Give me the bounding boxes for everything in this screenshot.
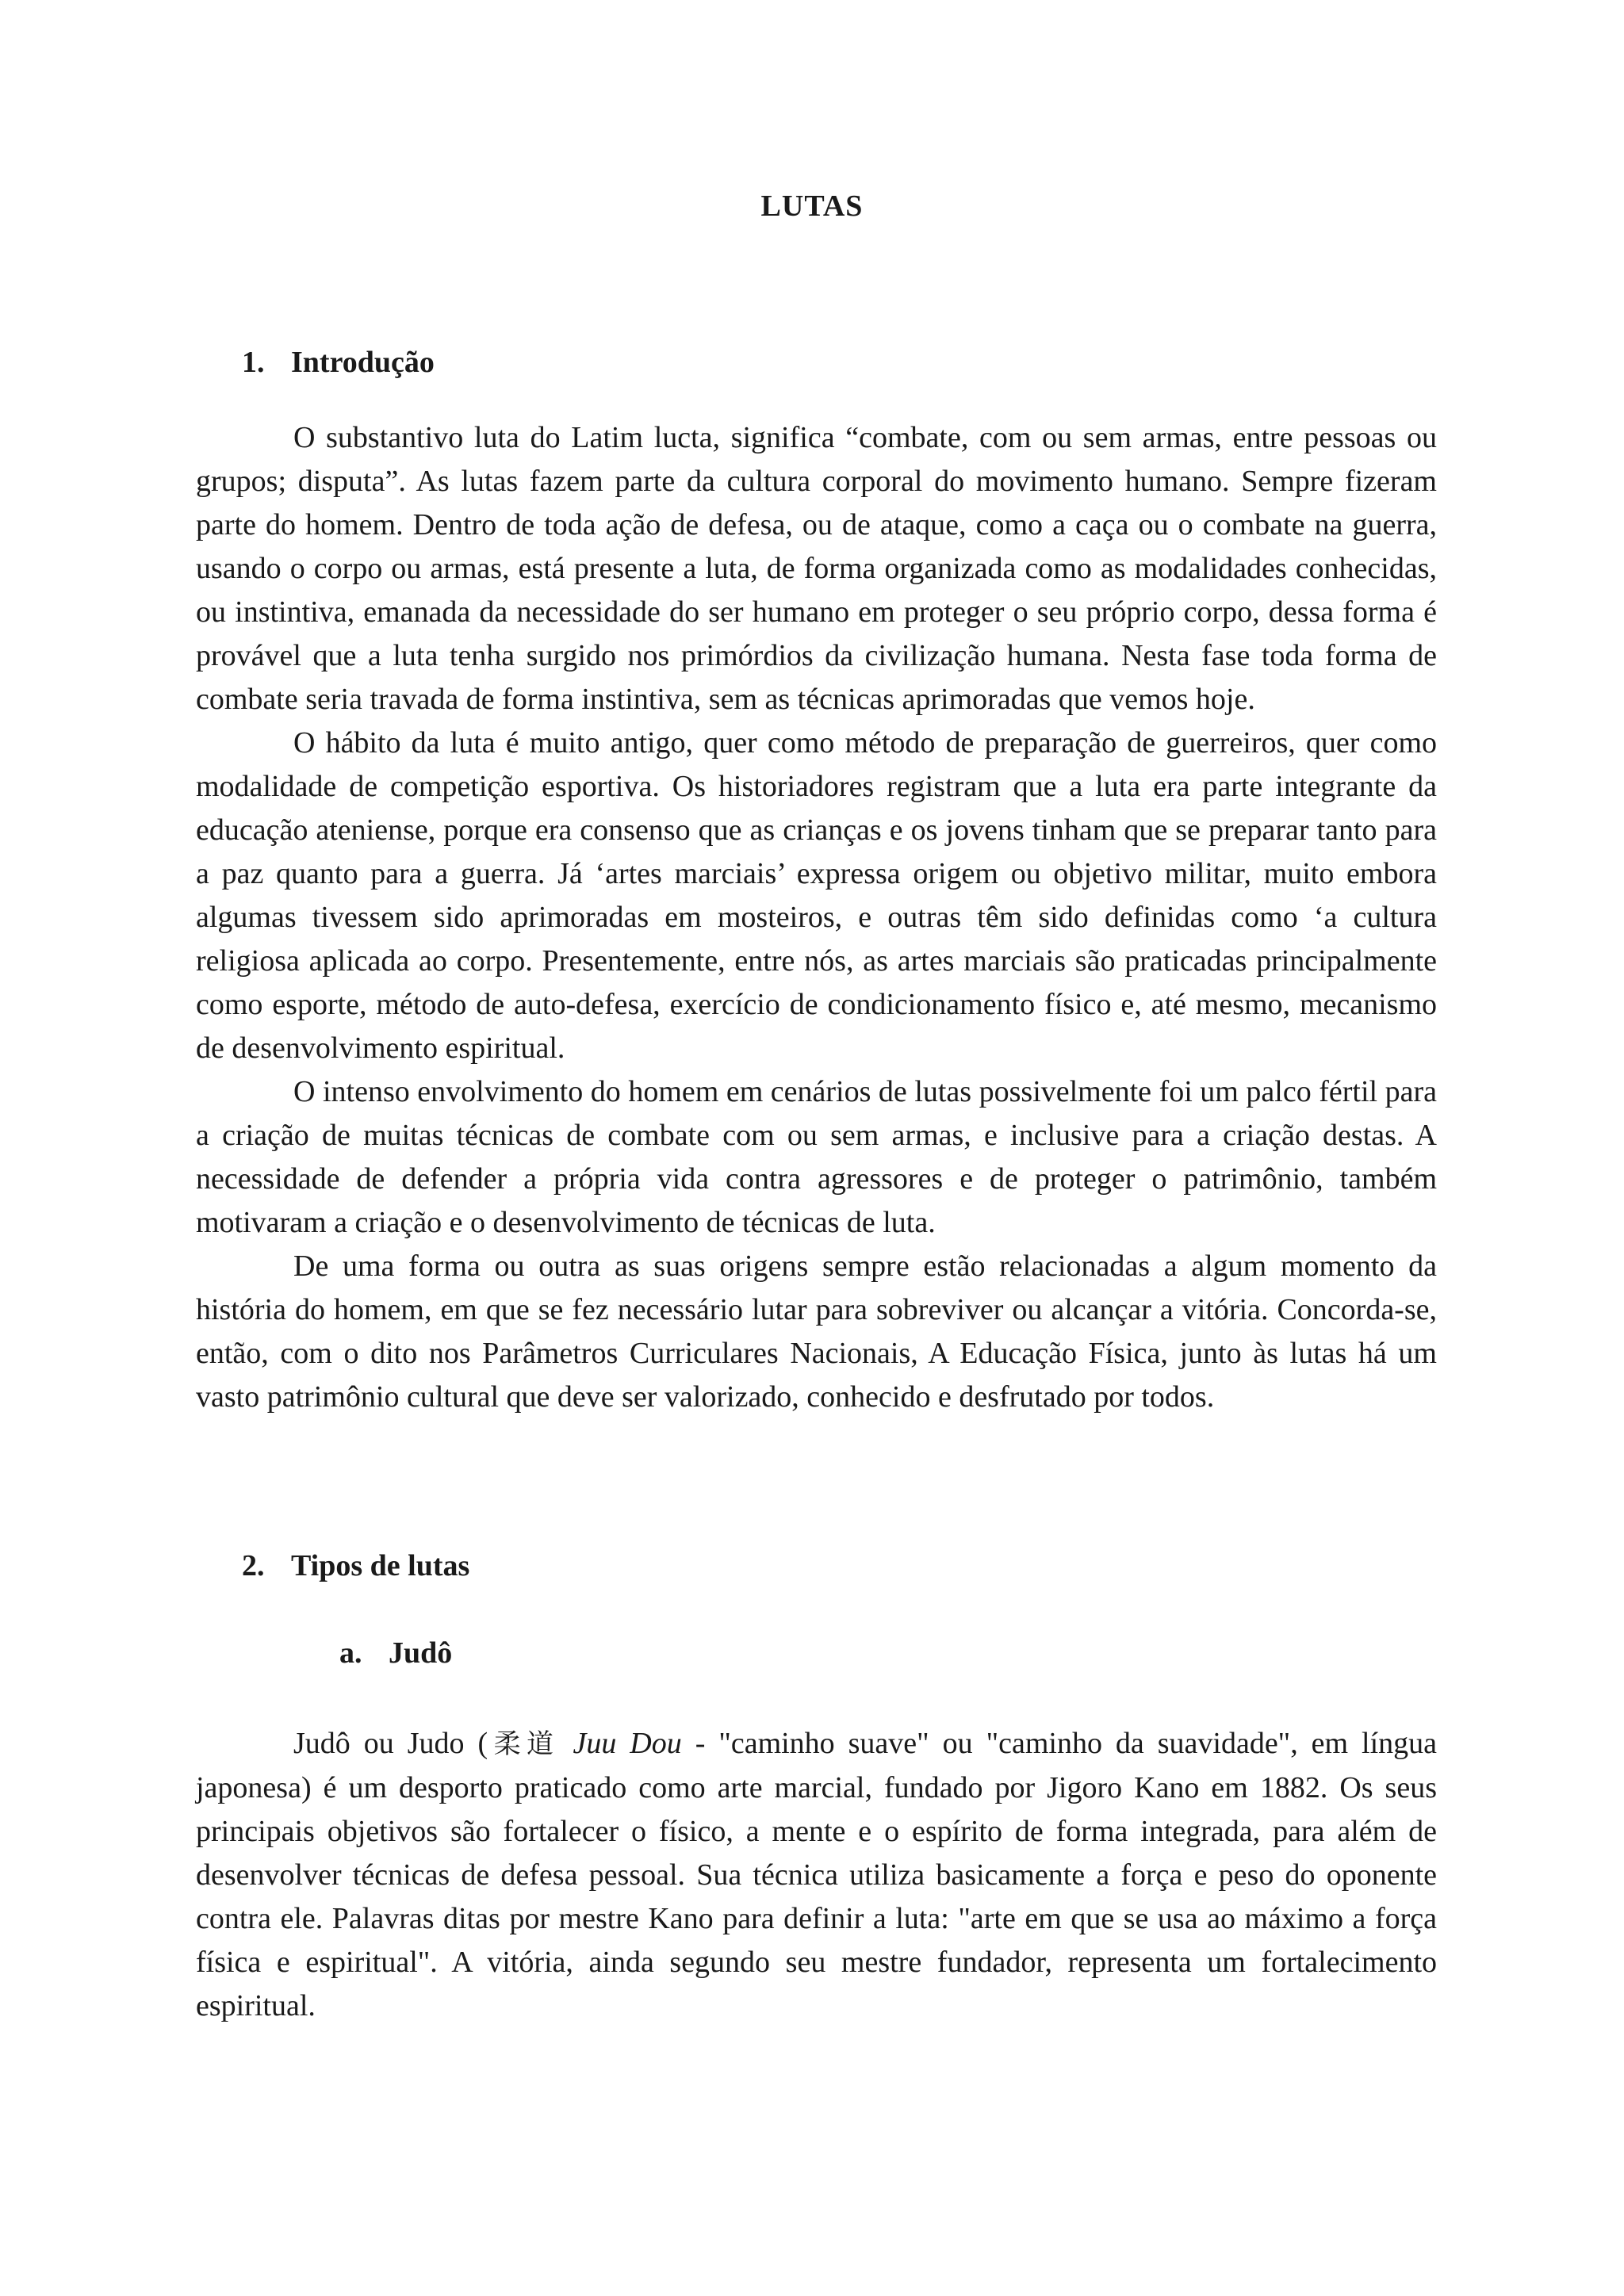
section-number: 2.: [242, 1549, 265, 1582]
section-heading-text: Introdução: [291, 346, 435, 379]
judo-romaji: Juu Dou: [573, 1727, 682, 1760]
judo-kanji: 柔道: [488, 1728, 560, 1760]
judo-body: [196, 1722, 1437, 2028]
subsection-heading-judo: [339, 1636, 452, 1670]
paragraph: De uma forma ou outra as suas origens sempre estão relacionadas a algum momento da história do homem, em que se fez necessário lutar para sobreviver ou alcançar a vitória. Concorda-se, então, com o dito nos Parâmetros Curriculares Nacionais, A Educação Física, junto às lutas há um vasto patrimônio cultural que deve ser valorizado, conhecido e desfrutado por todos.: [196, 1249, 1437, 1414]
introducao-body: [196, 416, 1437, 1419]
subsection-letter: a.: [339, 1636, 362, 1670]
section-heading-introducao: [242, 345, 435, 380]
judo-lead-text: Judô ou Judo (: [293, 1727, 488, 1760]
subsection-heading-text: Judô: [389, 1636, 453, 1670]
section-number: 1.: [242, 346, 265, 379]
judo-rest-text: - "caminho suave" ou "caminho da suavidade", em língua japonesa) é um desporto praticado como arte marcial, fundado por Jigoro Kano em 1882. Os seus principais objetivos são fortalecer o físico, a mente e o espírito de forma integrada, para além de desenvolver técnicas de defesa pessoal. Sua técnica utiliza basicamente a força e peso do oponente contra ele. Palavras ditas por mestre Kano para definir a luta: "arte em que se usa ao máximo a força física e espiritual". A vitória, ainda segundo seu mestre fundador, representa um fortalecimento espiritual.: [196, 1727, 1438, 2022]
document-title: LUTAS: [760, 189, 864, 223]
section-heading-text: Tipos de lutas: [291, 1549, 470, 1582]
paragraph: O hábito da luta é muito antigo, quer como método de preparação de guerreiros, quer como modalidade de competição esportiva. Os historiadores registram que a luta era parte integrante da educação ateniense, porque era consenso que as crianças e os jovens tinham que se preparar tanto para a paz quanto para a guerra. Já ‘artes marciais’ expressa origem ou objetivo militar, muito embora algumas tivessem sido aprimoradas em mosteiros, e outras têm sido definidas como ‘a cultura religiosa aplicada ao corpo. Presentemente, entre nós, as artes marciais são praticadas principalmente como esporte, método de auto-defesa, exercício de condicionamento físico e, até mesmo, mecanismo de desenvolvimento espiritual.: [196, 726, 1437, 1065]
paragraph: O substantivo luta do Latim lucta, significa “combate, com ou sem armas, entre pessoas ou grupos; disputa”. As lutas fazem parte da cultura corporal do movimento humano. Sempre fizeram parte do homem. Dentro de toda ação de defesa, ou de ataque, como a caça ou o combate na guerra, usando o corpo ou armas, está presente a luta, de forma organizada como as modalidades conhecidas, ou instintiva, emanada da necessidade do ser humano em proteger o seu próprio corpo, dessa forma é provável que a luta tenha surgido nos primórdios da civilização humana. Nesta fase toda forma de combate seria travada de forma instintiva, sem as técnicas aprimoradas que vemos hoje.: [196, 421, 1437, 716]
paragraph: [196, 1722, 1437, 2028]
paragraph: O intenso envolvimento do homem em cenários de lutas possivelmente foi um palco fértil para a criação de muitas técnicas de combate com ou sem armas, e inclusive para a criação destas. A necessidade de defender a própria vida contra agressores e de proteger o patrimônio, também motivaram a criação e o desenvolvimento de técnicas de luta.: [196, 1075, 1437, 1239]
section-heading-tipos-de-lutas: [242, 1548, 469, 1583]
